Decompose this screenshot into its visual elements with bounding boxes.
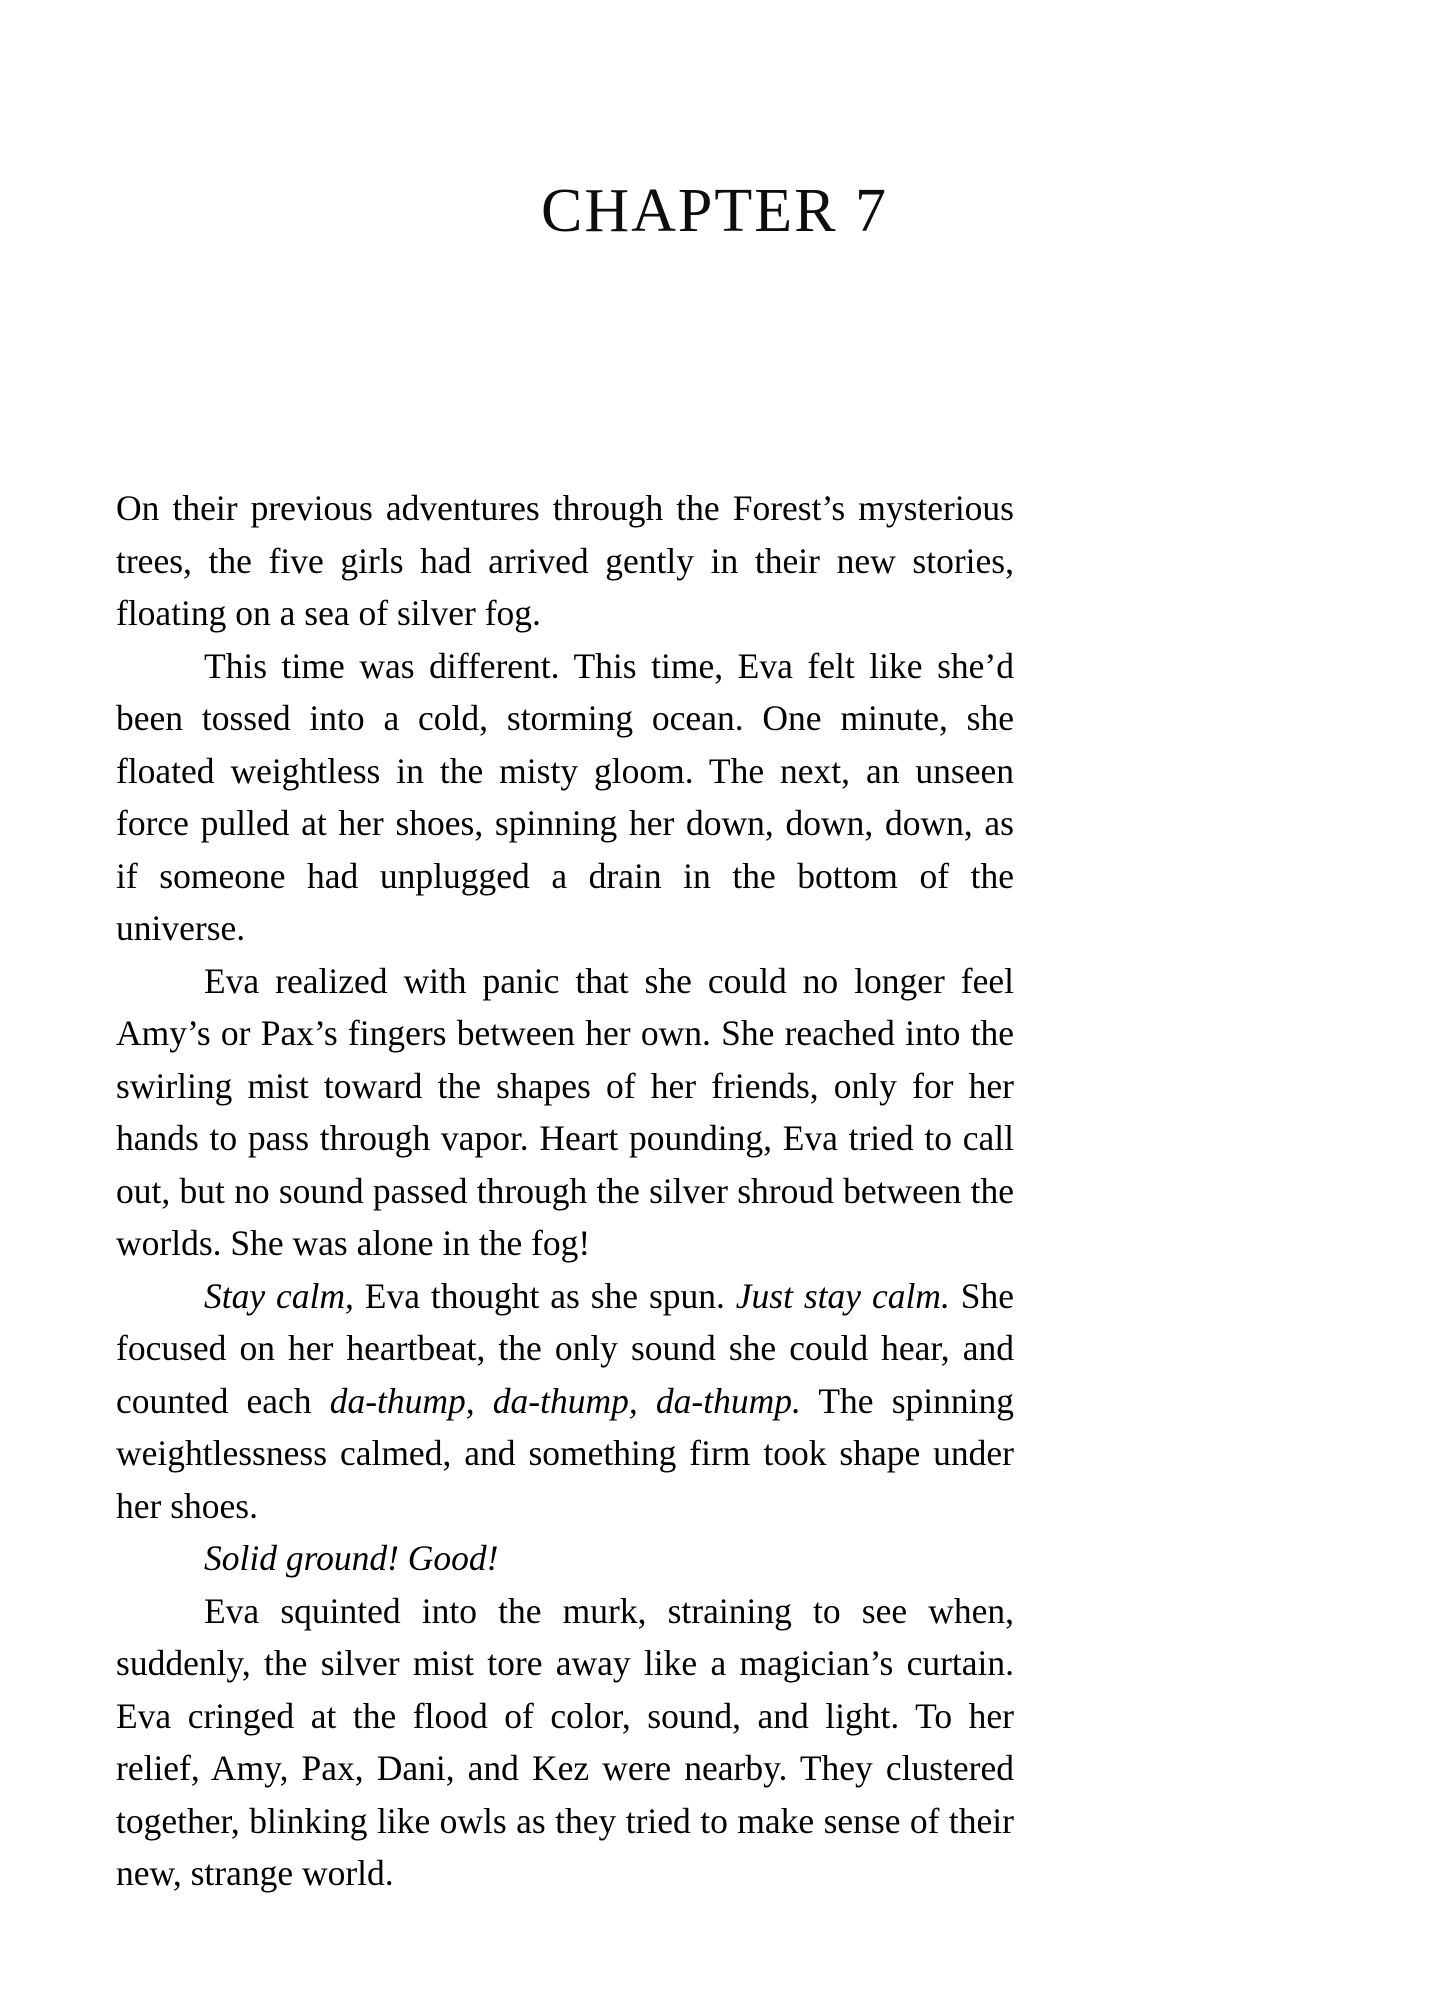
body-text-block xyxy=(116,482,1014,1900)
italic-run: Just stay calm. xyxy=(735,1275,950,1316)
paragraph xyxy=(116,1585,1014,1900)
italic-run: Stay calm, xyxy=(204,1275,354,1316)
text-run: This time was different. This time, Eva felt like she’d been tossed into a cold, storming ocean. One minute, she floated weightless in the misty gloom. The next, an unseen force pulled at her shoes, spinning her down, down, down, as if someone had unplugged a drain in the bottom of the universe. xyxy=(116,645,1014,948)
italic-run: Solid ground! Good! xyxy=(204,1538,499,1578)
text-run: The spinning weightlessness calmed, and something firm took shape under her shoes. xyxy=(116,1380,1015,1526)
italic-run: da-thump, da-thump, da-thump. xyxy=(329,1380,801,1421)
paragraph xyxy=(116,1270,1014,1533)
text-run: Eva realized with panic that she could no longer feel Amy’s or Pax’s fingers between her own. She reached into the swirling mist toward the shapes of her friends, only for her hands to pass through vapor. Heart pounding, Eva tried to call out, but no sound passed through the silver shroud between the worlds. She was alone in the fog! xyxy=(116,960,1014,1263)
text-run: Eva thought as she spun. xyxy=(353,1275,736,1316)
text-run: On their previous adventures through the Forest’s mysterious trees, the five girls had arrived gently in their new stories, floating on a sea of silver fog. xyxy=(116,488,1014,633)
paragraph xyxy=(116,482,1014,640)
text-run: She focused on her heartbeat, the only sound she could hear, and counted each xyxy=(116,1275,1014,1421)
chapter-heading: CHAPTER 7 xyxy=(541,176,888,245)
text-run: Eva squinted into the murk, straining to see when, suddenly, the silver mist tore away like a magician’s curtain. Eva cringed at the flood of color, sound, and light. To her relief, Amy, Pax, Dani, and Kez were nearby. They clustered together, blinking like owls as they tried to make sense of their new, strange world. xyxy=(116,1590,1014,1893)
paragraph xyxy=(116,640,1014,955)
paragraph xyxy=(116,1532,1014,1585)
paragraph xyxy=(116,955,1014,1270)
